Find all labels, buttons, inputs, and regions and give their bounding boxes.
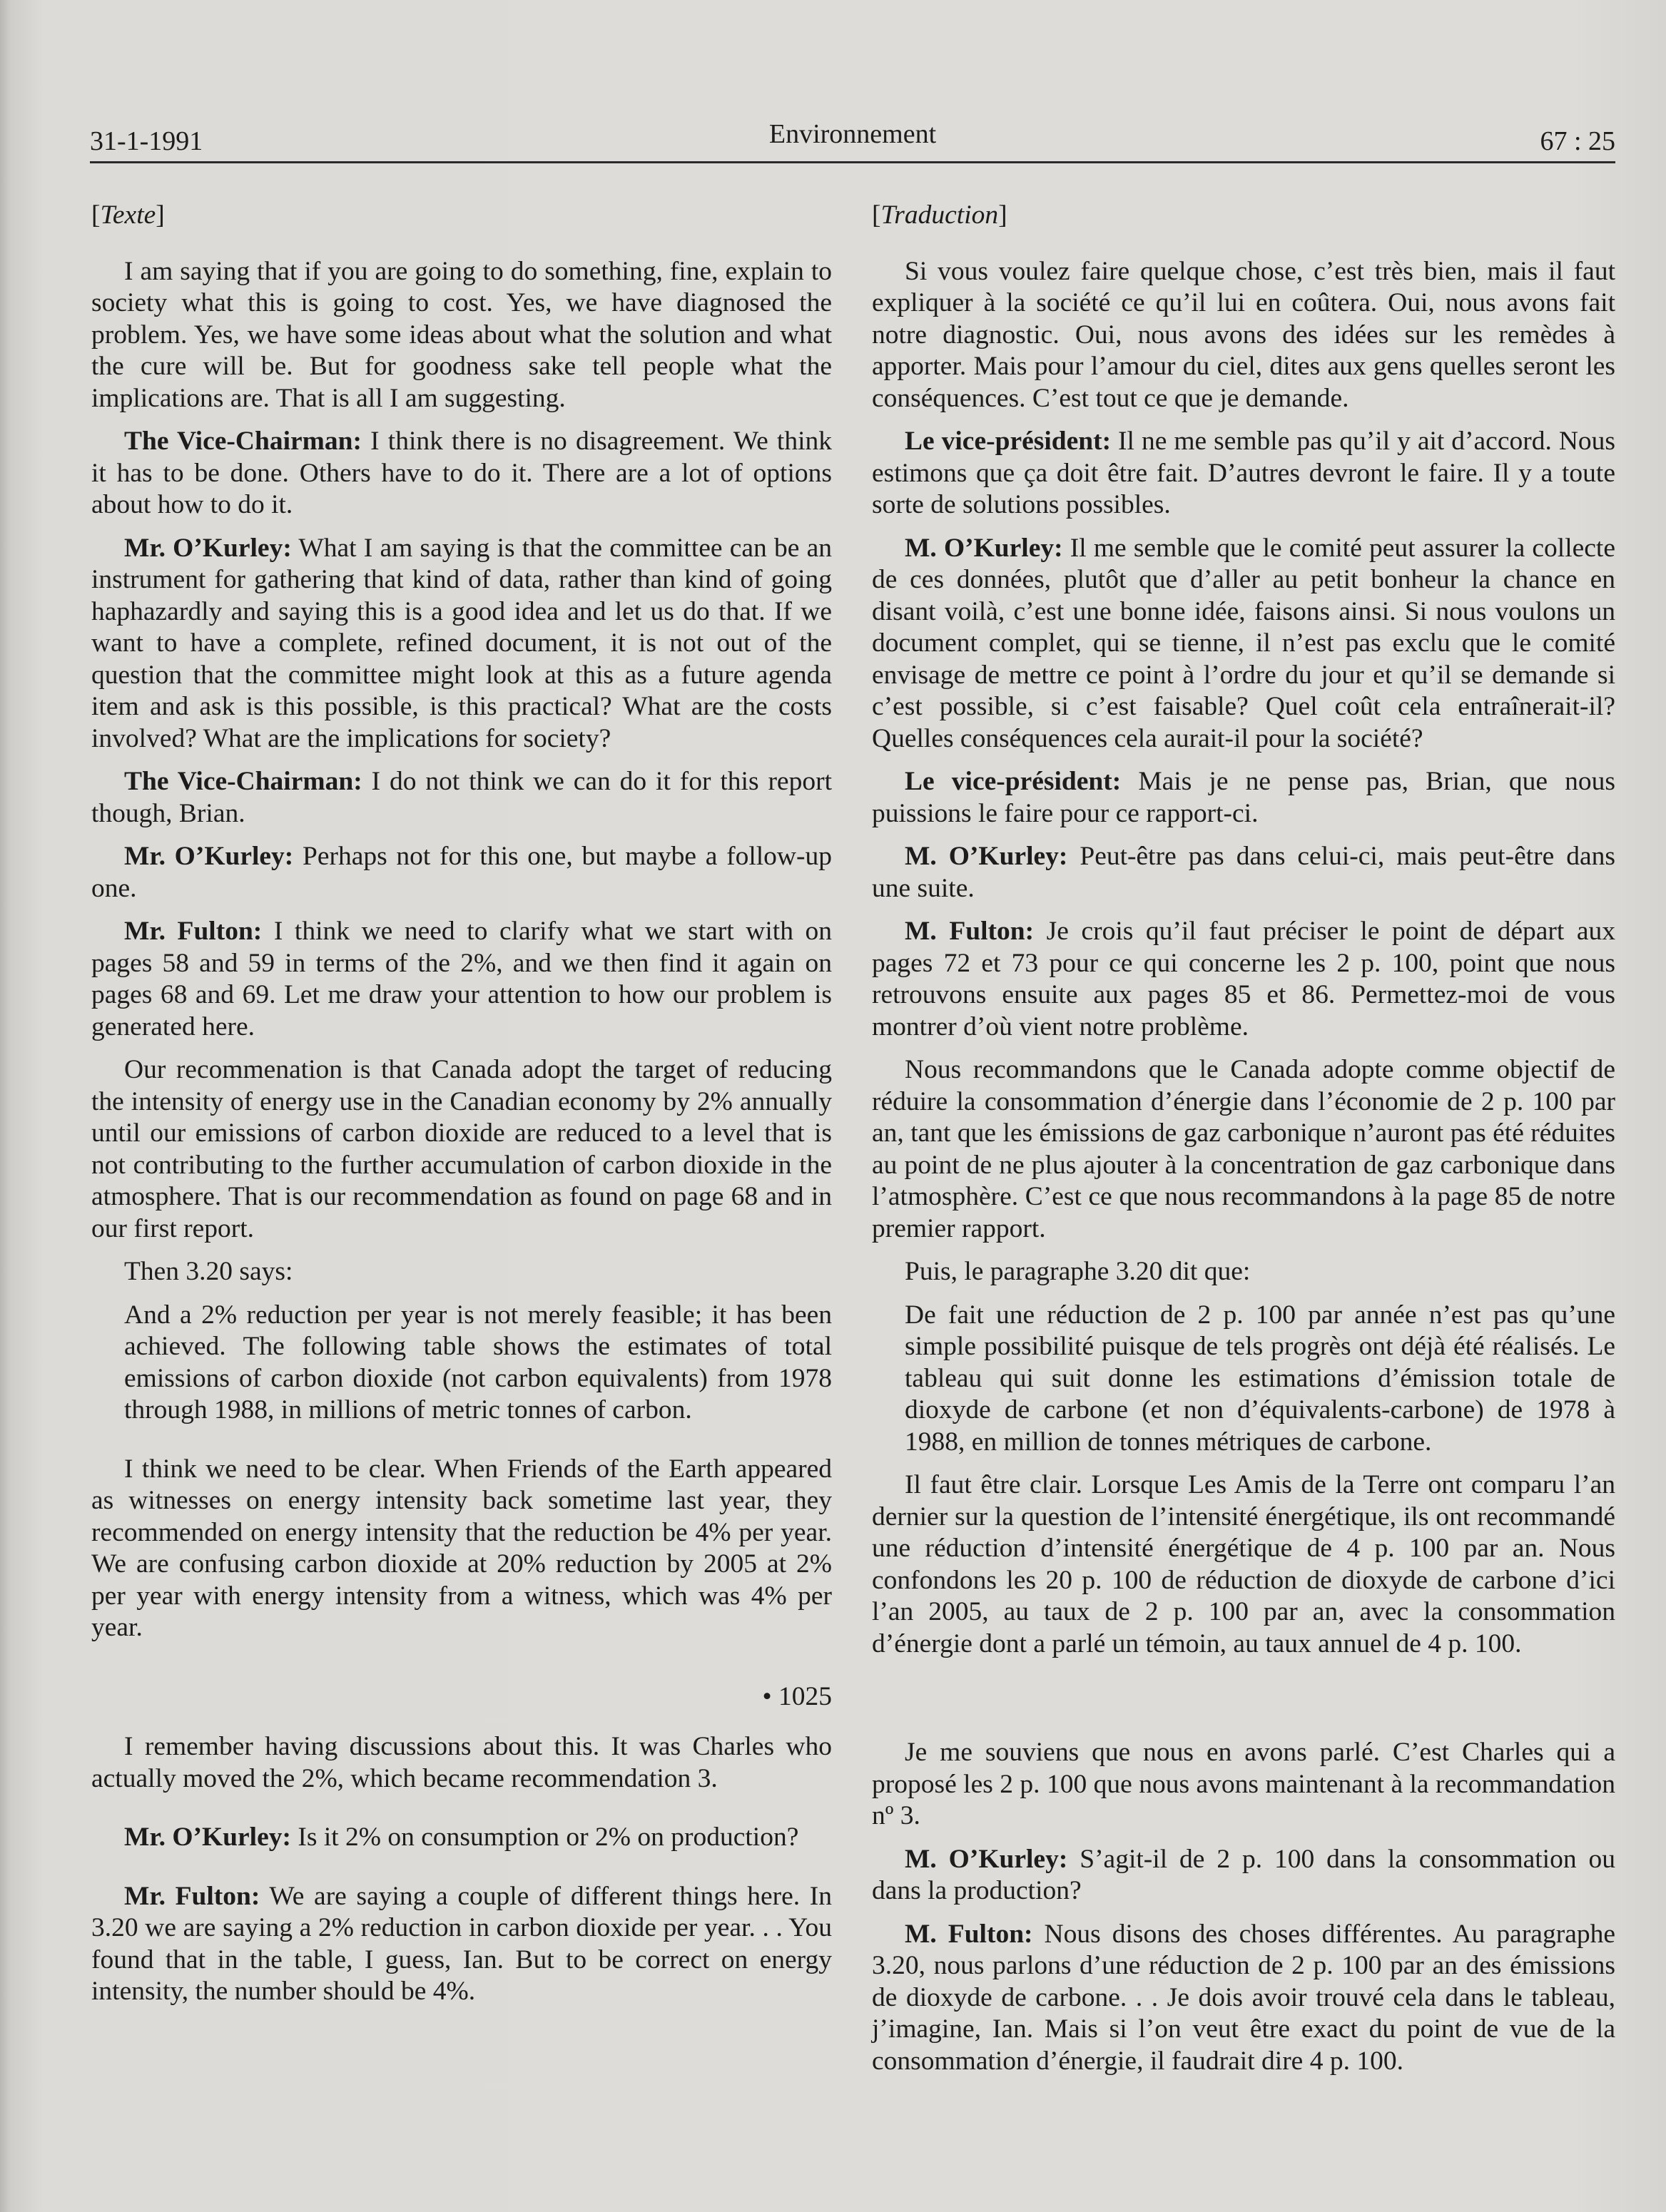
speech-text: I do not think we can do it for this report though, Brian. <box>91 767 832 828</box>
speech-text: S’agit-il de 2 p. 100 dans la consommation ou dans la production? <box>872 1844 1615 1905</box>
paragraph: I remember having discussions about this. It was Charles who actually moved the 2%, which became recommendation 3. <box>91 1732 832 1793</box>
section-tag: [Texte] <box>91 200 165 230</box>
paragraph: I am saying that if you are going to do something, fine, explain to society what this is going to cost. Yes, we have diagnosed the problem. Yes, we have some ideas about what the solution and what the cure will be. But for goodness sake tell people what the implications are. That is all I am suggesting. <box>91 256 832 413</box>
speech-text: I think there is no disagreement. We think it has to be done. Others have to do it. There are a lot of options about how to do it. <box>91 427 832 519</box>
speech <box>91 1822 832 1854</box>
english-column <box>91 200 832 2019</box>
speech-text: Is it 2% on consumption or 2% on production? <box>290 1823 799 1852</box>
speaker-label: Mr. O’Kurley: <box>124 842 294 871</box>
speaker-label: M. Fulton: <box>905 1919 1033 1949</box>
speech <box>872 1919 1615 2078</box>
speaker-label: Le vice-président: <box>905 767 1122 796</box>
header-title: Environnement <box>768 119 937 149</box>
speech-text: I think we need to clarify what we start with on pages 58 and 59 in terms of the 2%, and we then find it again on pages 68 and 69. Let me draw your attention to how our problem is generated here. <box>91 917 833 1041</box>
speaker-label: M. O’Kurley: <box>905 533 1063 563</box>
paragraph: Puis, le paragraphe 3.20 dit que: <box>905 1257 1251 1286</box>
speech-text: Peut-être pas dans celui-ci, mais peut-être dans une suite. <box>872 842 1615 903</box>
speech <box>872 766 1615 830</box>
block-quote: And a 2% reduction per year is not merely feasible; it has been achieved. The following table shows the estimates of total emissions of carbon dioxide (not carbon equivalents) from 1978 through 1988, in millions of metric tonnes of carbon. <box>124 1300 832 1424</box>
section-tag: [Traduction] <box>872 200 1007 230</box>
paragraph: Nous recommandons que le Canada adopte comme objectif de réduire la consommation d’énergie dans l’économie de 2 p. 100 par an, tant que les émissions de gaz carbonique n’auront pas été réduites au point de ne plus ajouter à la concentration de gaz carbonique dans l’atmosphère. C’est ce que nous recommandons à la page 85 de notre premier rapport. <box>872 1055 1615 1243</box>
speech-text: Mais je ne pense pas, Brian, que nous puissions le faire pour ce rapport-ci. <box>872 767 1615 828</box>
speech-text: Je crois qu’il faut préciser le point de départ aux pages 72 et 73 pour ce qui concerne les 2 p. 100, point que nous retrouvons ensuite aux pages 85 et 86. Permettez-moi de vous montrer d’où vient notre problème. <box>872 917 1615 1041</box>
speech-text: What I am saying is that the committee can be an instrument for gathering that kind of data, rather than kind of going haphazardly and saying this is a good idea and let us do that. If we want to have a complete, refined document, it is not out of the question that the committee might look at this as a future agenda item and ask is this possible, is this practical? What are the costs involved? What are the implications for society? <box>91 533 832 753</box>
speech-text: We are saying a couple of different things here. In 3.20 we are saying a 2% reduction in carbon dioxide per year. . . You found that in the table, I guess, Ian. But to be correct on energy intensity, the number should be 4%. <box>91 1881 832 2006</box>
speaker-label: Le vice-président: <box>905 427 1112 456</box>
speaker-label: The Vice-Chairman: <box>124 767 362 796</box>
speech <box>872 426 1615 521</box>
speaker-label: M. O’Kurley: <box>905 842 1068 871</box>
speech <box>872 533 1615 755</box>
paragraph: Our recommenation is that Canada adopt the target of reducing the intensity of energy use in the Canadian economy by 2% annually until our emissions of carbon dioxide are reduced to a level that is not contributing to the further accumulation of carbon dioxide in the atmosphere. That is our recommendation as found on page 68 and in our first report. <box>91 1055 832 1243</box>
speech <box>872 841 1615 904</box>
paragraph: Il faut être clair. Lorsque Les Amis de la Terre ont comparu l’an dernier sur la question de l’intensité énergétique, ils ont recommandé une réduction d’intensité énergétique de 4 p. 100 par an. Nous confondons les 20 p. 100 de réduction de dioxyde de carbone d’ici l’an 2005, au taux de 2 p. 100 par an, avec la consommation d’énergie dont a parlé un témoin, au taux annuel de 4 p. 100. <box>872 1470 1615 1658</box>
speech-text: Il ne me semble pas qu’il y ait d’accord. Nous estimons que ça doit être fait. D’autres devront le faire. Il y a toute sorte de solutions possibles. <box>872 427 1615 519</box>
speech <box>91 426 832 521</box>
speaker-label: M. O’Kurley: <box>905 1844 1068 1874</box>
french-column <box>872 200 1615 2089</box>
speech <box>91 1881 832 2008</box>
paragraph: Then 3.20 says: <box>124 1257 293 1286</box>
speaker-label: Mr. Fulton: <box>124 917 263 946</box>
paragraph: I think we need to be clear. When Friends of the Earth appeared as witnesses on energy intensity back sometime last year, they recommended on energy intensity that the reduction be 4% per year. We are confusing carbon dioxide at 20% reduction by 2005 at 2% per year with energy intensity from a witness, which was 4% per year. <box>91 1454 832 1642</box>
speaker-label: Mr. Fulton: <box>124 1881 260 1911</box>
speech <box>872 1844 1615 1907</box>
speech <box>91 766 832 830</box>
header-page-number: 67 : 25 <box>1540 126 1615 156</box>
block-quote: De fait une réduction de 2 p. 100 par année n’est pas qu’une simple possibilité puisque de tels progrès ont déjà été réalisés. Le tableau qui suit donne les estimations d’émission totale de dioxyde de carbone (et non d’équivalents-carbone) de 1978 à 1988, en million de tonnes métriques de carbone. <box>905 1300 1615 1457</box>
speech-text: Perhaps not for this one, but maybe a follow-up one. <box>91 842 832 903</box>
paragraph: Je me souviens que nous en avons parlé. C’est Charles qui a proposé les 2 p. 100 que nous avons maintenant à la recommandation nº 3. <box>872 1738 1615 1830</box>
speech-text: Nous disons des choses différentes. Au paragraphe 3.20, nous parlons d’une réduction de 2 p. 100 par an des émissions de dioxyde de carbone. . . Je dois avoir trouvé cela dans le tableau, j’imagine, Ian. Mais si l’on veut être exact du point de vue de la consommation d’énergie, il faudrait dire 4 p. 100. <box>872 1919 1615 2076</box>
paragraph: Si vous voulez faire quelque chose, c’est très bien, mais il faut expliquer à la société ce qu’il lui en coûtera. Oui, nous avons fait notre diagnostic. Oui, nous avons des idées sur les remèdes à apporter. Mais pour l’amour du ciel, dites aux gens quelles seront les conséquences. C’est tout ce que je demande. <box>872 256 1615 413</box>
running-header <box>90 116 1615 163</box>
speaker-label: Mr. O’Kurley: <box>124 533 292 563</box>
speaker-label: Mr. O’Kurley: <box>124 1823 291 1852</box>
speaker-label: The Vice-Chairman: <box>124 427 362 456</box>
header-date: 31-1-1991 <box>90 126 203 156</box>
speech <box>91 916 832 1043</box>
speech <box>91 533 832 755</box>
time-marker: • 1025 <box>762 1681 832 1711</box>
speech <box>872 916 1615 1043</box>
speech-text: Il me semble que le comité peut assurer la collecte de ces données, plutôt que d’aller au petit bonheur la chance en disant voilà, c’est une bonne idée, faisons ainsi. Si nous voulons un document complet, qui se tienne, il n’est pas exclu que le comité envisage de mettre ce point à l’ordre du jour et qu’il se demande si c’est possible, si c’est faisable? Quel coût cela entraînerait-il? Quelles conséquences cela aurait-il pour la société? <box>872 533 1615 753</box>
speaker-label: M. Fulton: <box>905 917 1035 946</box>
speech <box>91 841 832 904</box>
